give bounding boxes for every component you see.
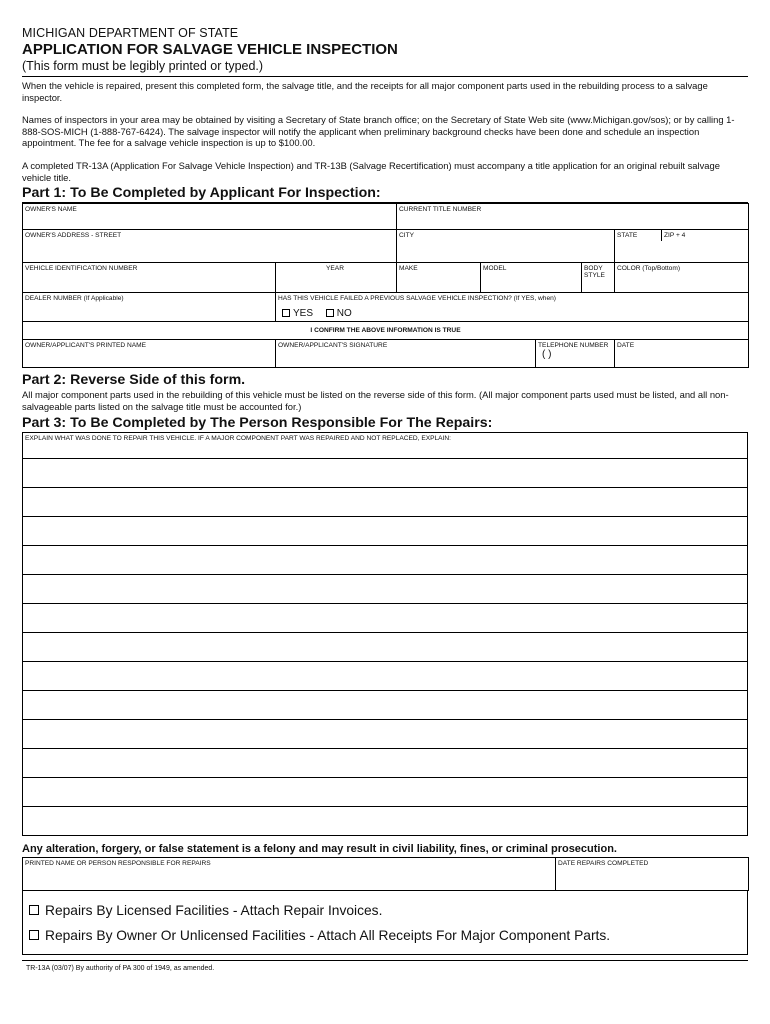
date-label: DATE [617,342,635,350]
year-label: YEAR [326,265,344,273]
repairer-printed-name-field[interactable] [23,858,556,891]
part2-heading: Part 2: Reverse Side of this form. [22,372,246,389]
explanation-line[interactable] [23,777,747,806]
owners-name-label: OWNER'S NAME [25,206,77,214]
licensed-repair-option [23,903,747,918]
explanation-line[interactable] [23,487,747,516]
body-style-label: BODY STYLE [584,265,605,280]
explanation-line[interactable] [23,806,747,835]
explanation-line[interactable] [23,690,747,719]
model-label: MODEL [483,265,507,273]
state-field[interactable] [615,230,662,241]
part1-heading: Part 1: To Be Completed by Applicant For Inspection: [22,185,381,202]
year-field[interactable] [276,263,397,293]
confirm-statement [23,322,749,340]
failed-inspection-field [276,293,749,322]
vin-field[interactable] [23,263,276,293]
date-field[interactable] [615,340,749,368]
make-label: MAKE [399,265,418,273]
zip-field[interactable] [662,230,748,241]
applicant-signature-field[interactable] [276,340,536,368]
make-field[interactable] [397,263,481,293]
vin-label: VEHICLE IDENTIFICATION NUMBER [25,265,138,273]
explanation-line[interactable] [23,748,747,777]
dealer-number-field[interactable] [23,293,276,322]
explanation-line[interactable] [23,719,747,748]
explanation-line[interactable] [23,458,747,487]
telephone-area-code: ( ) [542,349,552,361]
intro-paragraph-2: Names of inspectors in your area may be obtained by visiting a Secretary of State branch office; on the Secretary of State Web site (www.Michigan.gov/sos); or by calling 1-888-SOS-MICH (1-888-767-6424). The salvage inspector will notify the applicant when preliminary background checks have been done and schedule an inspection appointment. The fee for a salvage vehicle inspection is up to $100.00. [22,114,735,149]
repair-explanation-label: EXPLAIN WHAT WAS DONE TO REPAIR THIS VEHICLE. IF A MAJOR COMPONENT PART WAS REPAIRED AND NOT REPLACED, EXPLAIN: [25,435,451,443]
licensed-repair-checkbox[interactable] [29,905,39,915]
form-footer: TR-13A (03/07) By authority of PA 300 of 1949, as amended. [26,965,215,973]
current-title-number-field[interactable] [397,204,749,230]
applicant-signature-label: OWNER/APPLICANT'S SIGNATURE [278,342,388,350]
repairer-printed-name-label: PRINTED NAME OR PERSON RESPONSIBLE FOR REPAIRS [25,860,211,868]
owner-repair-label: Repairs By Owner Or Unlicensed Facilities - Attach All Receipts For Major Component Parts. [45,928,611,944]
felony-warning: Any alteration, forgery, or false statement is a felony and may result in civil liability, fines, or criminal prosecution. [22,843,617,856]
explanation-line[interactable] [23,661,747,690]
form-subtitle: (This form must be legibly printed or typed.) [22,59,264,73]
yes-checkbox[interactable] [282,309,290,317]
part1-table [22,203,749,368]
form-page [22,26,748,972]
footer-rule [22,960,748,961]
model-field[interactable] [481,263,582,293]
repairs-signoff-table [22,857,749,891]
part2-text: All major component parts used in the rebuilding of this vehicle must be listed on the reverse side of this form. (All major component parts used must be listed, and all non-salvageable parts listed on the salvage title must be accounted for.) [22,389,729,412]
zip-label: ZIP + 4 [664,232,686,240]
date-repairs-completed-label: DATE REPAIRS COMPLETED [558,860,649,868]
no-label: NO [336,308,352,320]
part3-heading: Part 3: To Be Completed by The Person Responsible For The Repairs: [22,415,493,432]
explanation-line[interactable] [23,632,747,661]
telephone-label: TELEPHONE NUMBER [538,342,609,350]
department-name: MICHIGAN DEPARTMENT OF STATE [22,26,239,40]
owner-repair-checkbox[interactable] [29,930,39,940]
owners-name-field[interactable] [23,204,397,230]
yes-label: YES [293,308,314,320]
explanation-line[interactable] [23,574,747,603]
color-field[interactable] [615,263,749,293]
header-rule [22,76,748,77]
no-checkbox[interactable] [326,309,334,317]
form-title: APPLICATION FOR SALVAGE VEHICLE INSPECTION [22,41,398,58]
applicant-printed-name-label: OWNER/APPLICANT'S PRINTED NAME [25,342,147,350]
yes-no-options [278,308,746,319]
dealer-number-label: DEALER NUMBER (If Applicable) [25,295,124,303]
city-label: CITY [399,232,415,240]
failed-inspection-question: HAS THIS VEHICLE FAILED A PREVIOUS SALVAGE VEHICLE INSPECTION? (If YES, when) [278,295,557,303]
owners-address-field[interactable] [23,230,397,263]
explanation-line[interactable] [23,545,747,574]
color-label: COLOR (Top/Bottom) [617,265,681,273]
current-title-number-label: CURRENT TITLE NUMBER [399,206,482,214]
body-style-field[interactable] [582,263,615,293]
licensed-repair-label: Repairs By Licensed Facilities - Attach Repair Invoices. [45,903,383,919]
intro-paragraph-1: When the vehicle is repaired, present this completed form, the salvage title, and the receipts for all major component parts used in the rebuilding process to a salvage inspector. [22,80,708,103]
explanation-line[interactable] [23,516,747,545]
date-repairs-completed-field[interactable] [556,858,749,891]
confirm-text: I CONFIRM THE ABOVE INFORMATION IS TRUE [310,327,461,335]
telephone-field[interactable] [536,340,615,368]
repair-explanation-area[interactable] [22,432,748,836]
state-zip-cell [615,230,749,263]
repair-type-options [22,891,748,955]
city-field[interactable] [397,230,615,263]
intro-paragraph-3: A completed TR-13A (Application For Salvage Vehicle Inspection) and TR-13B (Salvage Recertification) must accompany a title application for an original rebuilt salvage vehicle title. [22,159,720,183]
state-label: STATE [617,232,638,240]
explanation-line[interactable] [23,603,747,632]
owners-address-label: OWNER'S ADDRESS - STREET [25,232,122,240]
applicant-printed-name-field[interactable] [23,340,276,368]
owner-repair-option [23,928,747,943]
